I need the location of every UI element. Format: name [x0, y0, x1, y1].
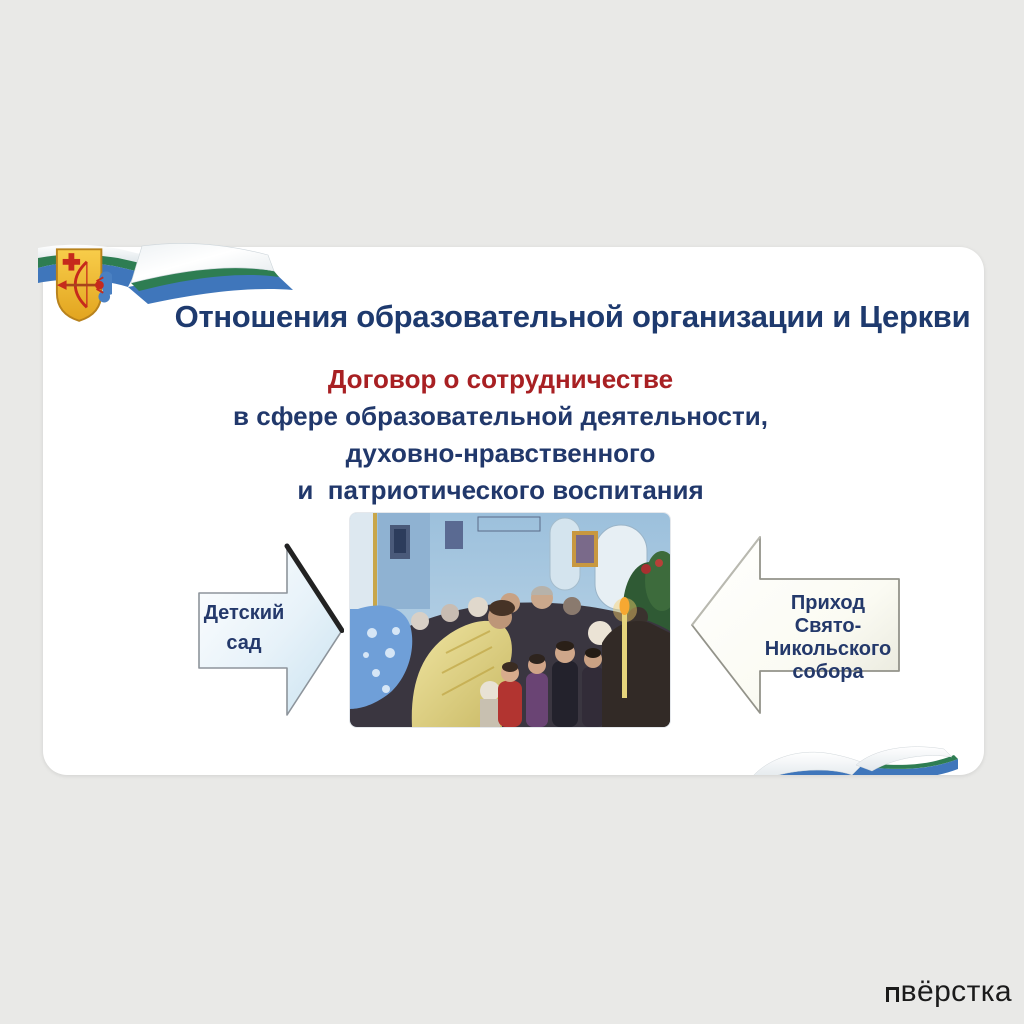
agreement-line: духовно-нравственного — [345, 438, 656, 468]
presentation-slide — [43, 247, 984, 775]
church-photo — [350, 513, 670, 727]
label-line: собора — [792, 661, 864, 683]
verstka-watermark-text: вёрстка — [900, 975, 1012, 1008]
agreement-line: в сфере образовательной деятельности, — [233, 401, 768, 431]
agreement-line: и патриотического воспитания — [297, 475, 704, 505]
label-line: Никольского — [764, 638, 892, 660]
agreement-text-block — [43, 361, 984, 509]
agreement-heading: Договор о сотрудничестве — [327, 364, 674, 394]
kindergarten-arrow-label — [198, 598, 290, 658]
parish-arrow-label — [760, 592, 896, 684]
label-line: Детский — [203, 602, 285, 624]
verstka-watermark — [886, 975, 1012, 1009]
flag-ribbon-bottom-icon — [752, 737, 964, 775]
verstka-logo-icon — [886, 987, 899, 1002]
kindergarten-arrow — [198, 543, 344, 718]
kirov-coat-of-arms-icon — [54, 246, 112, 328]
label-line: сад — [226, 632, 262, 654]
slide-title: Отношения образовательной организации и Церкви — [174, 299, 971, 334]
parish-arrow — [690, 533, 901, 717]
label-line: Приход Свято- — [790, 592, 866, 637]
